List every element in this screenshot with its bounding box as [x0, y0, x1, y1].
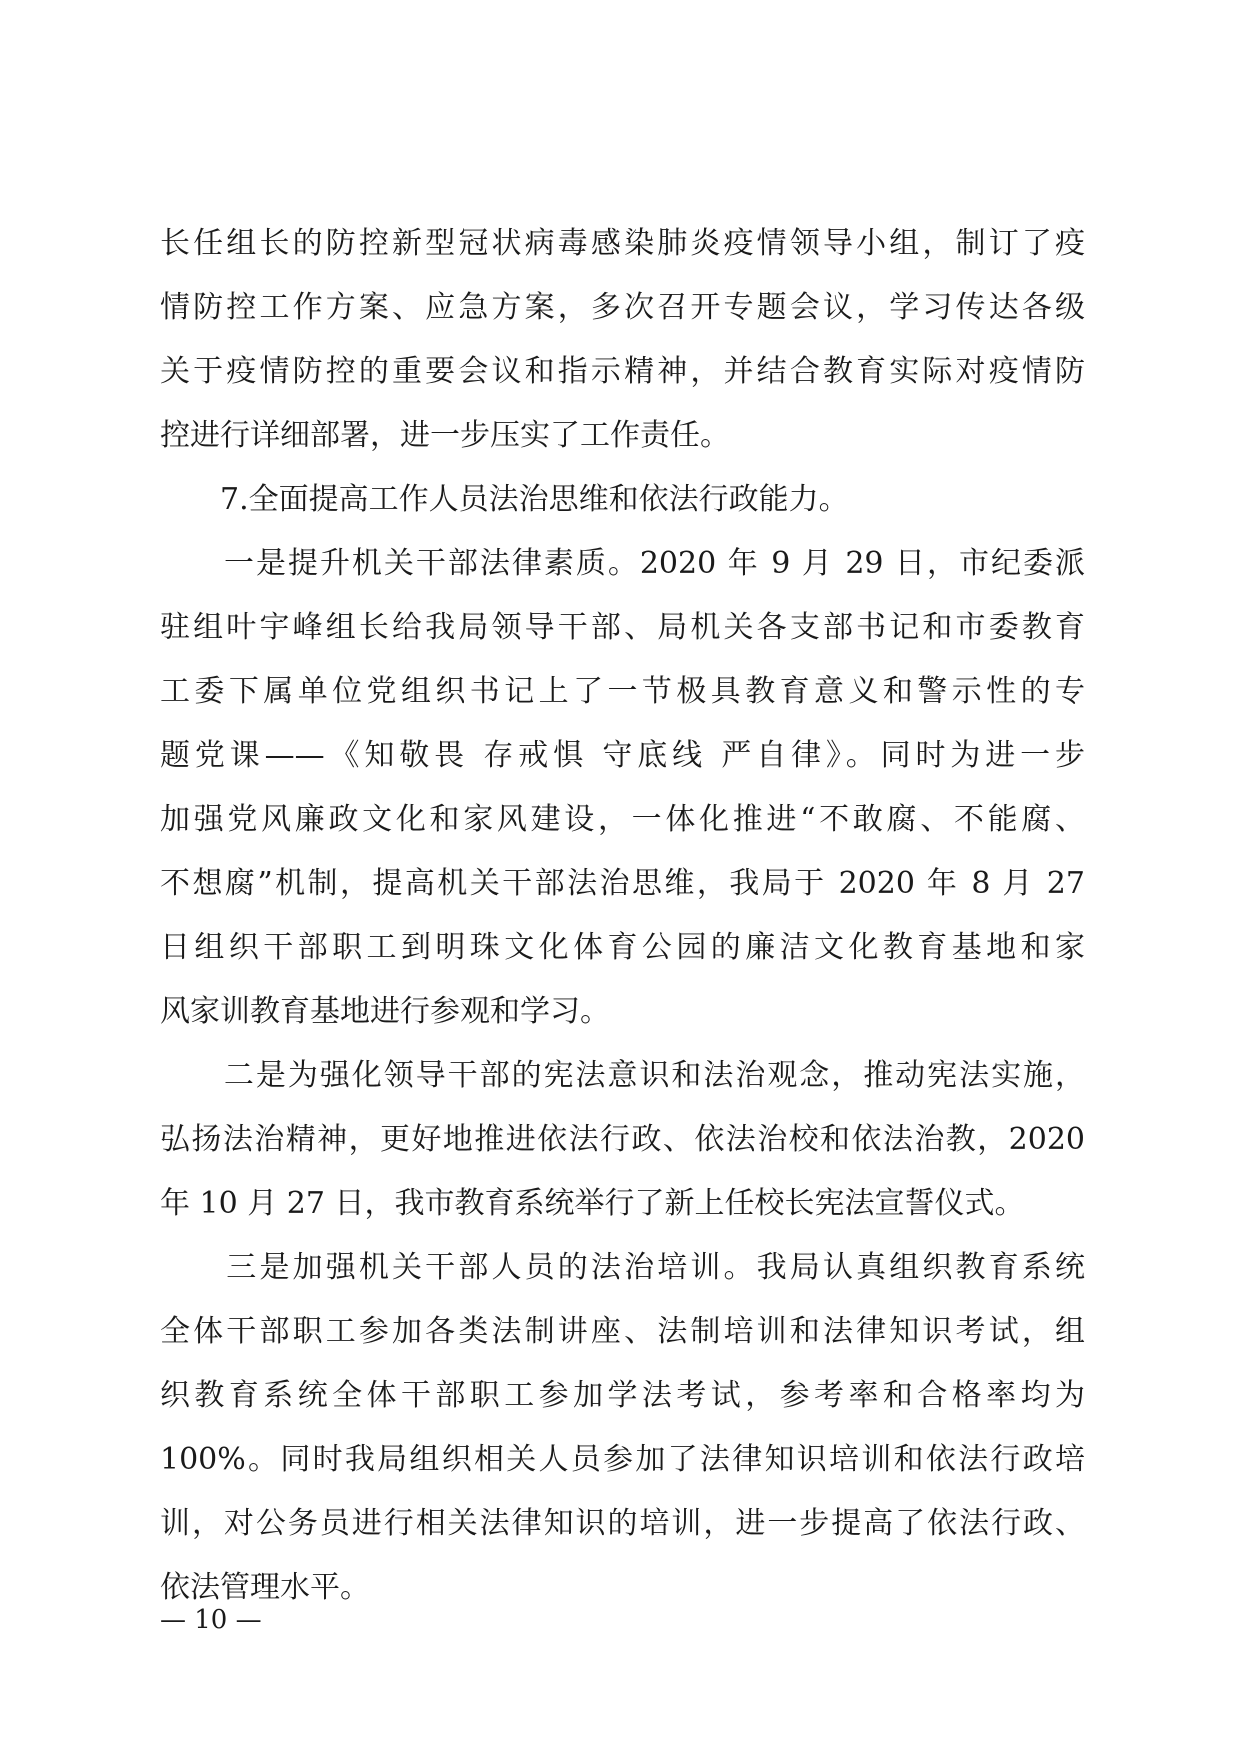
text-line: 工委下属单位党组织书记上了一节极具教育意义和警示性的专 [160, 674, 1085, 709]
text-line: 不想腐”机制，提高机关干部法治思维，我局于 2020 年 8 月 27 [160, 866, 1085, 901]
page-number: — 10 — [160, 1605, 262, 1635]
text-line: 日组织干部职工到明珠文化体育公园的廉洁文化教育基地和家 [160, 930, 1085, 965]
text-line: 关于疫情防控的重要会议和指示精神，并结合教育实际对疫情防 [160, 354, 1085, 389]
text-line: 风家训教育基地进行参观和学习。 [160, 994, 610, 1029]
text-line: 全体干部职工参加各类法制讲座、法制培训和法律知识考试，组 [160, 1314, 1085, 1349]
text-line: 100%。同时我局组织相关人员参加了法律知识培训和依法行政培 [160, 1442, 1085, 1477]
text-line: 二是为强化领导干部的宪法意识和法治观念，推动宪法实施， [160, 1058, 1085, 1093]
text-line: 长任组长的防控新型冠状病毒感染肺炎疫情领导小组，制订了疫 [160, 226, 1085, 261]
text-line: 训，对公务员进行相关法律知识的培训，进一步提高了依法行政、 [160, 1506, 1085, 1541]
text-line: 三是加强机关干部人员的法治培训。我局认真组织教育系统 [160, 1250, 1085, 1285]
text-line: 年 10 月 27 日，我市教育系统举行了新上任校长宪法宣誓仪式。 [160, 1186, 1025, 1221]
text-line: 依法管理水平。 [160, 1570, 370, 1605]
text-line: 情防控工作方案、应急方案，多次召开专题会议，学习传达各级 [160, 290, 1085, 325]
text-line: 题党课——《知敬畏 存戒惧 守底线 严自律》。同时为进一步 [160, 738, 1085, 773]
text-line: 控进行详细部署，进一步压实了工作责任。 [160, 418, 730, 453]
text-line: 织教育系统全体干部职工参加学法考试，参考率和合格率均为 [160, 1378, 1085, 1413]
section-heading: 7.全面提高工作人员法治思维和依法行政能力。 [160, 482, 849, 517]
text-line: 驻组叶宇峰组长给我局领导干部、局机关各支部书记和市委教育 [160, 610, 1085, 645]
text-line: 弘扬法治精神，更好地推进依法行政、依法治校和依法治教，2020 [160, 1122, 1085, 1157]
body-text [160, 212, 1085, 1620]
text-line: 加强党风廉政文化和家风建设，一体化推进“不敢腐、不能腐、 [160, 802, 1085, 837]
text-line: 一是提升机关干部法律素质。2020 年 9 月 29 日，市纪委派 [160, 546, 1085, 581]
